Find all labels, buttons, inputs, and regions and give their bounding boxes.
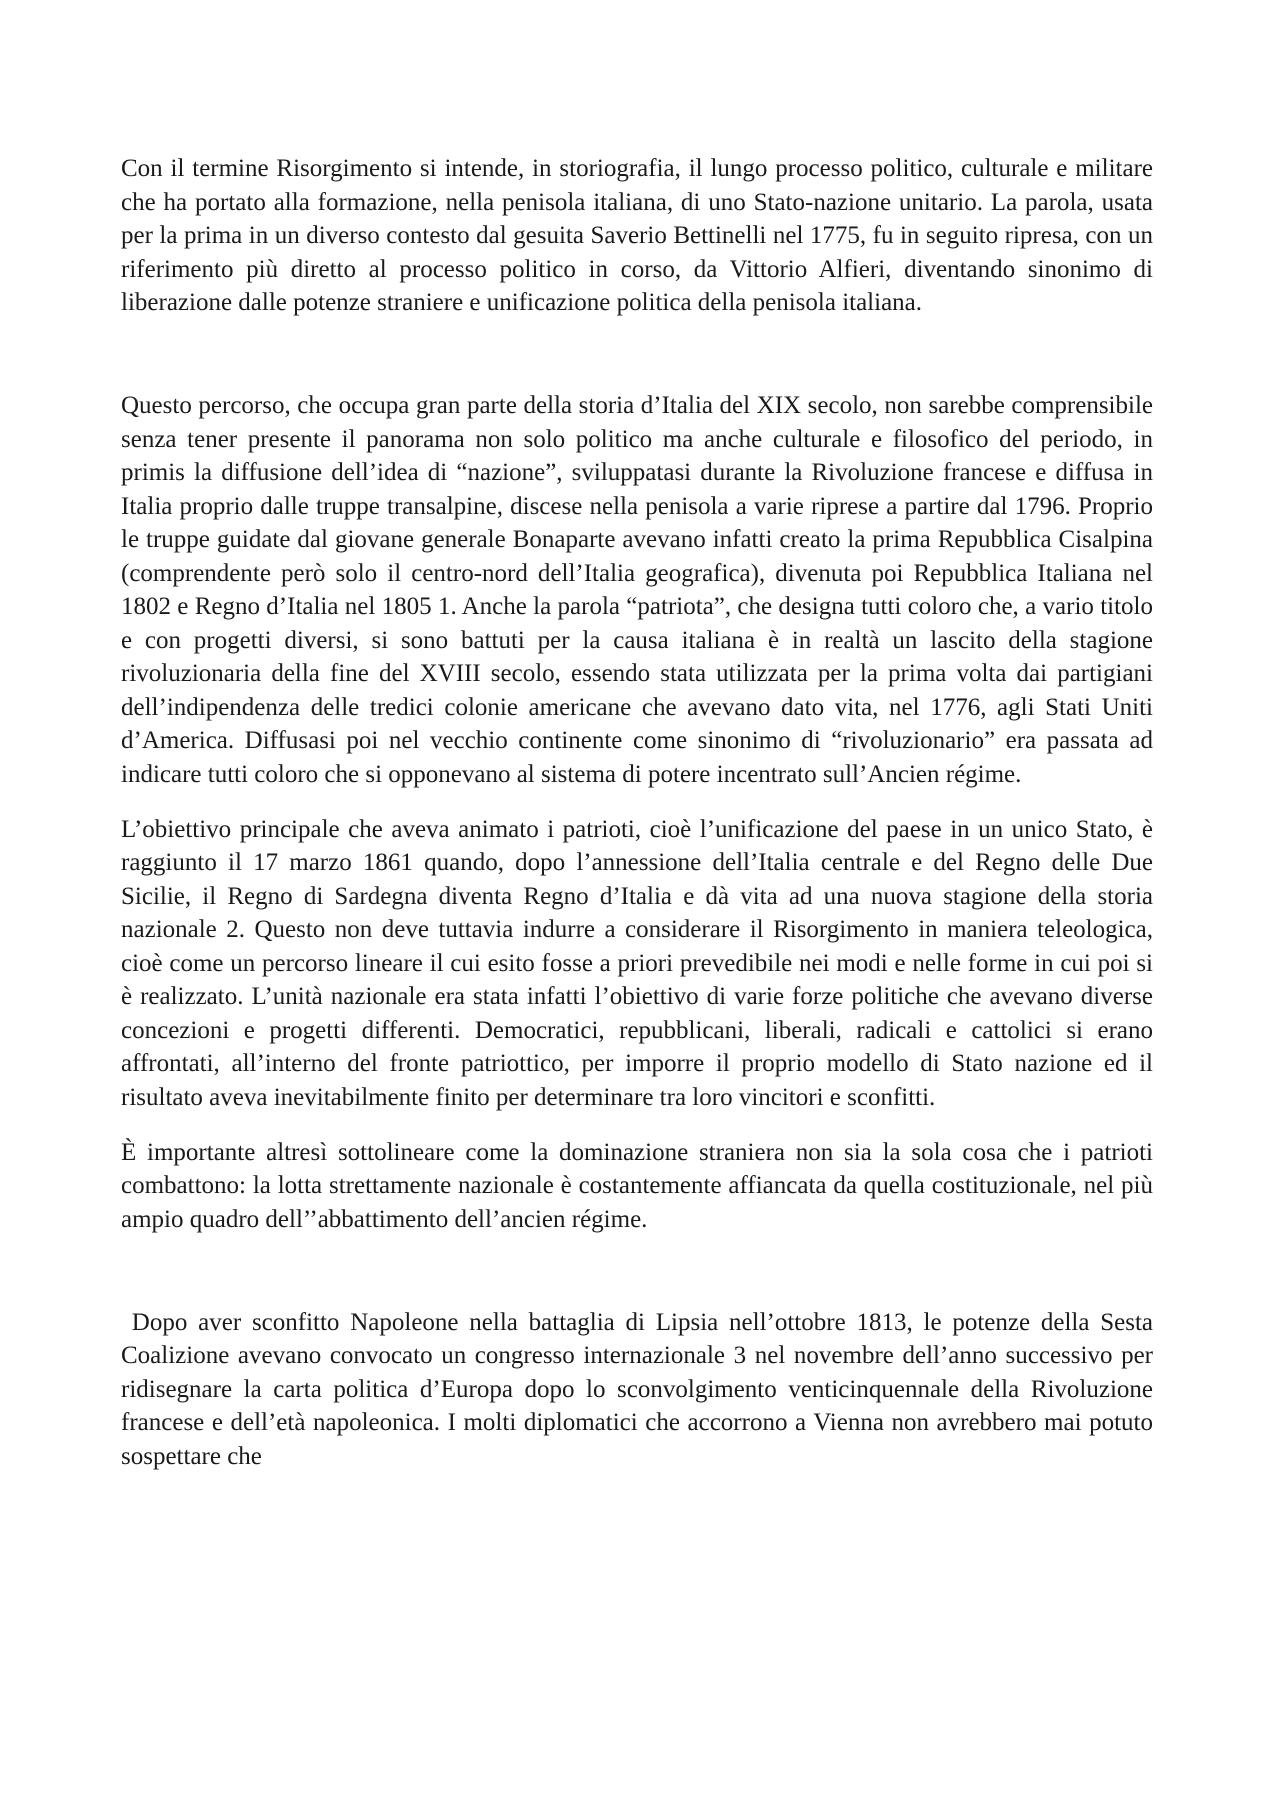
paragraph-obiettivo: L’obiettivo principale che aveva animato i patrioti, cioè l’unificazione del paese in un unico Stato, è raggiunto il 17 marzo 1861 quando, dopo l’annessione dell’Italia centrale e del Regno delle Due Sicilie, il Regno di Sardegna diventa Regno d’Italia e dà vita ad una nuova stagione della storia nazionale 2. Questo non deve tuttavia indurre a considerare il Risorgimento in maniera teleologica, cioè come un percorso lineare il cui esito fosse a priori prevedibile nei modi e nelle forme in cui poi si è realizzato. L’unità nazionale era stata infatti l’obiettivo di varie forze politiche che avevano diverse concezioni e progetti differenti. Democratici, repubblicani, liberali, radicali e cattolici si erano affrontati, all’interno del fronte patriottico, per imporre il proprio modello di Stato nazione ed il risultato aveva inevitabilmente finito per determinare tra loro vincitori e sconfitti.: [121, 815, 1153, 1111]
document-page: [121, 152, 1160, 1473]
paragraph-spacer: [121, 791, 1153, 813]
empty-paragraph-spacer: [121, 1236, 1153, 1306]
paragraph-dominazione: È importante altresì sottolineare come la dominazione straniera non sia la sola cosa che i patrioti combattono: la lotta strettamente nazionale è costantemente affiancata da quella costituzionale, nel più ampio quadro dell’’abbattimento dell’ancien régime.: [121, 1138, 1153, 1233]
paragraph-congresso-vienna: Dopo aver sconfitto Napoleone nella battaglia di Lipsia nell’ottobre 1813, le potenze della Sesta Coalizione avevano convocato un congresso internazionale 3 nel novembre dell’anno successivo per ridisegnare la carta politica d’Europa dopo lo sconvolgimento venticinquennale della Rivoluzione francese e dell’età napoleonica. I molti diplomatici che accorrono a Vienna non avrebbero mai potuto sospettare che: [121, 1308, 1160, 1470]
paragraph-percorso: Questo percorso, che occupa gran parte della storia d’Italia del XIX secolo, non sarebbe comprensibile senza tener presente il panorama non solo politico ma anche culturale e filosofico del periodo, in primis la diffusione dell’idea di “nazione”, sviluppatasi durante la Rivoluzione francese e diffusa in Italia proprio dalle truppe transalpine, discese nella penisola a varie riprese a partire dal 1796. Proprio le truppe guidate dal giovane generale Bonaparte avevano infatti creato la prima Repubblica Cisalpina (comprendente però solo il centro-nord dell’Italia geografica), divenuta poi Repubblica Italiana nel 1802 e Regno d’Italia nel 1805 1. Anche la parola “patriota”, che designa tutti coloro che, a vario titolo e con progetti diversi, si sono battuti per la causa italiana è in realtà un lascito della stagione rivoluzionaria della fine del XVIII secolo, essendo stata utilizzata per la prima volta dai partigiani dell’indipendenza delle tredici colonie americane che avevano dato vita, nel 1776, agli Stati Uniti d’America. Diffusasi poi nel vecchio continente come sinonimo di “rivoluzionario” era passata ad indicare tutti coloro che si opponevano al sistema di potere incentrato sull’Ancien régime.: [121, 392, 1153, 788]
empty-paragraph-spacer: [121, 320, 1153, 390]
paragraph-spacer: [121, 1114, 1153, 1136]
paragraph-risorgimento-definition: Con il termine Risorgimento si intende, in storiografia, il lungo processo politico, culturale e militare che ha portato alla formazione, nella penisola italiana, di uno Stato-nazione unitario. La parola, usata per la prima in un diverso contesto dal gesuita Saverio Bettinelli nel 1775, fu in seguito ripresa, con un riferimento più diretto al processo politico in corso, da Vittorio Alfieri, diventando sinonimo di liberazione dalle potenze straniere e unificazione politica della penisola italiana.: [121, 155, 1153, 316]
